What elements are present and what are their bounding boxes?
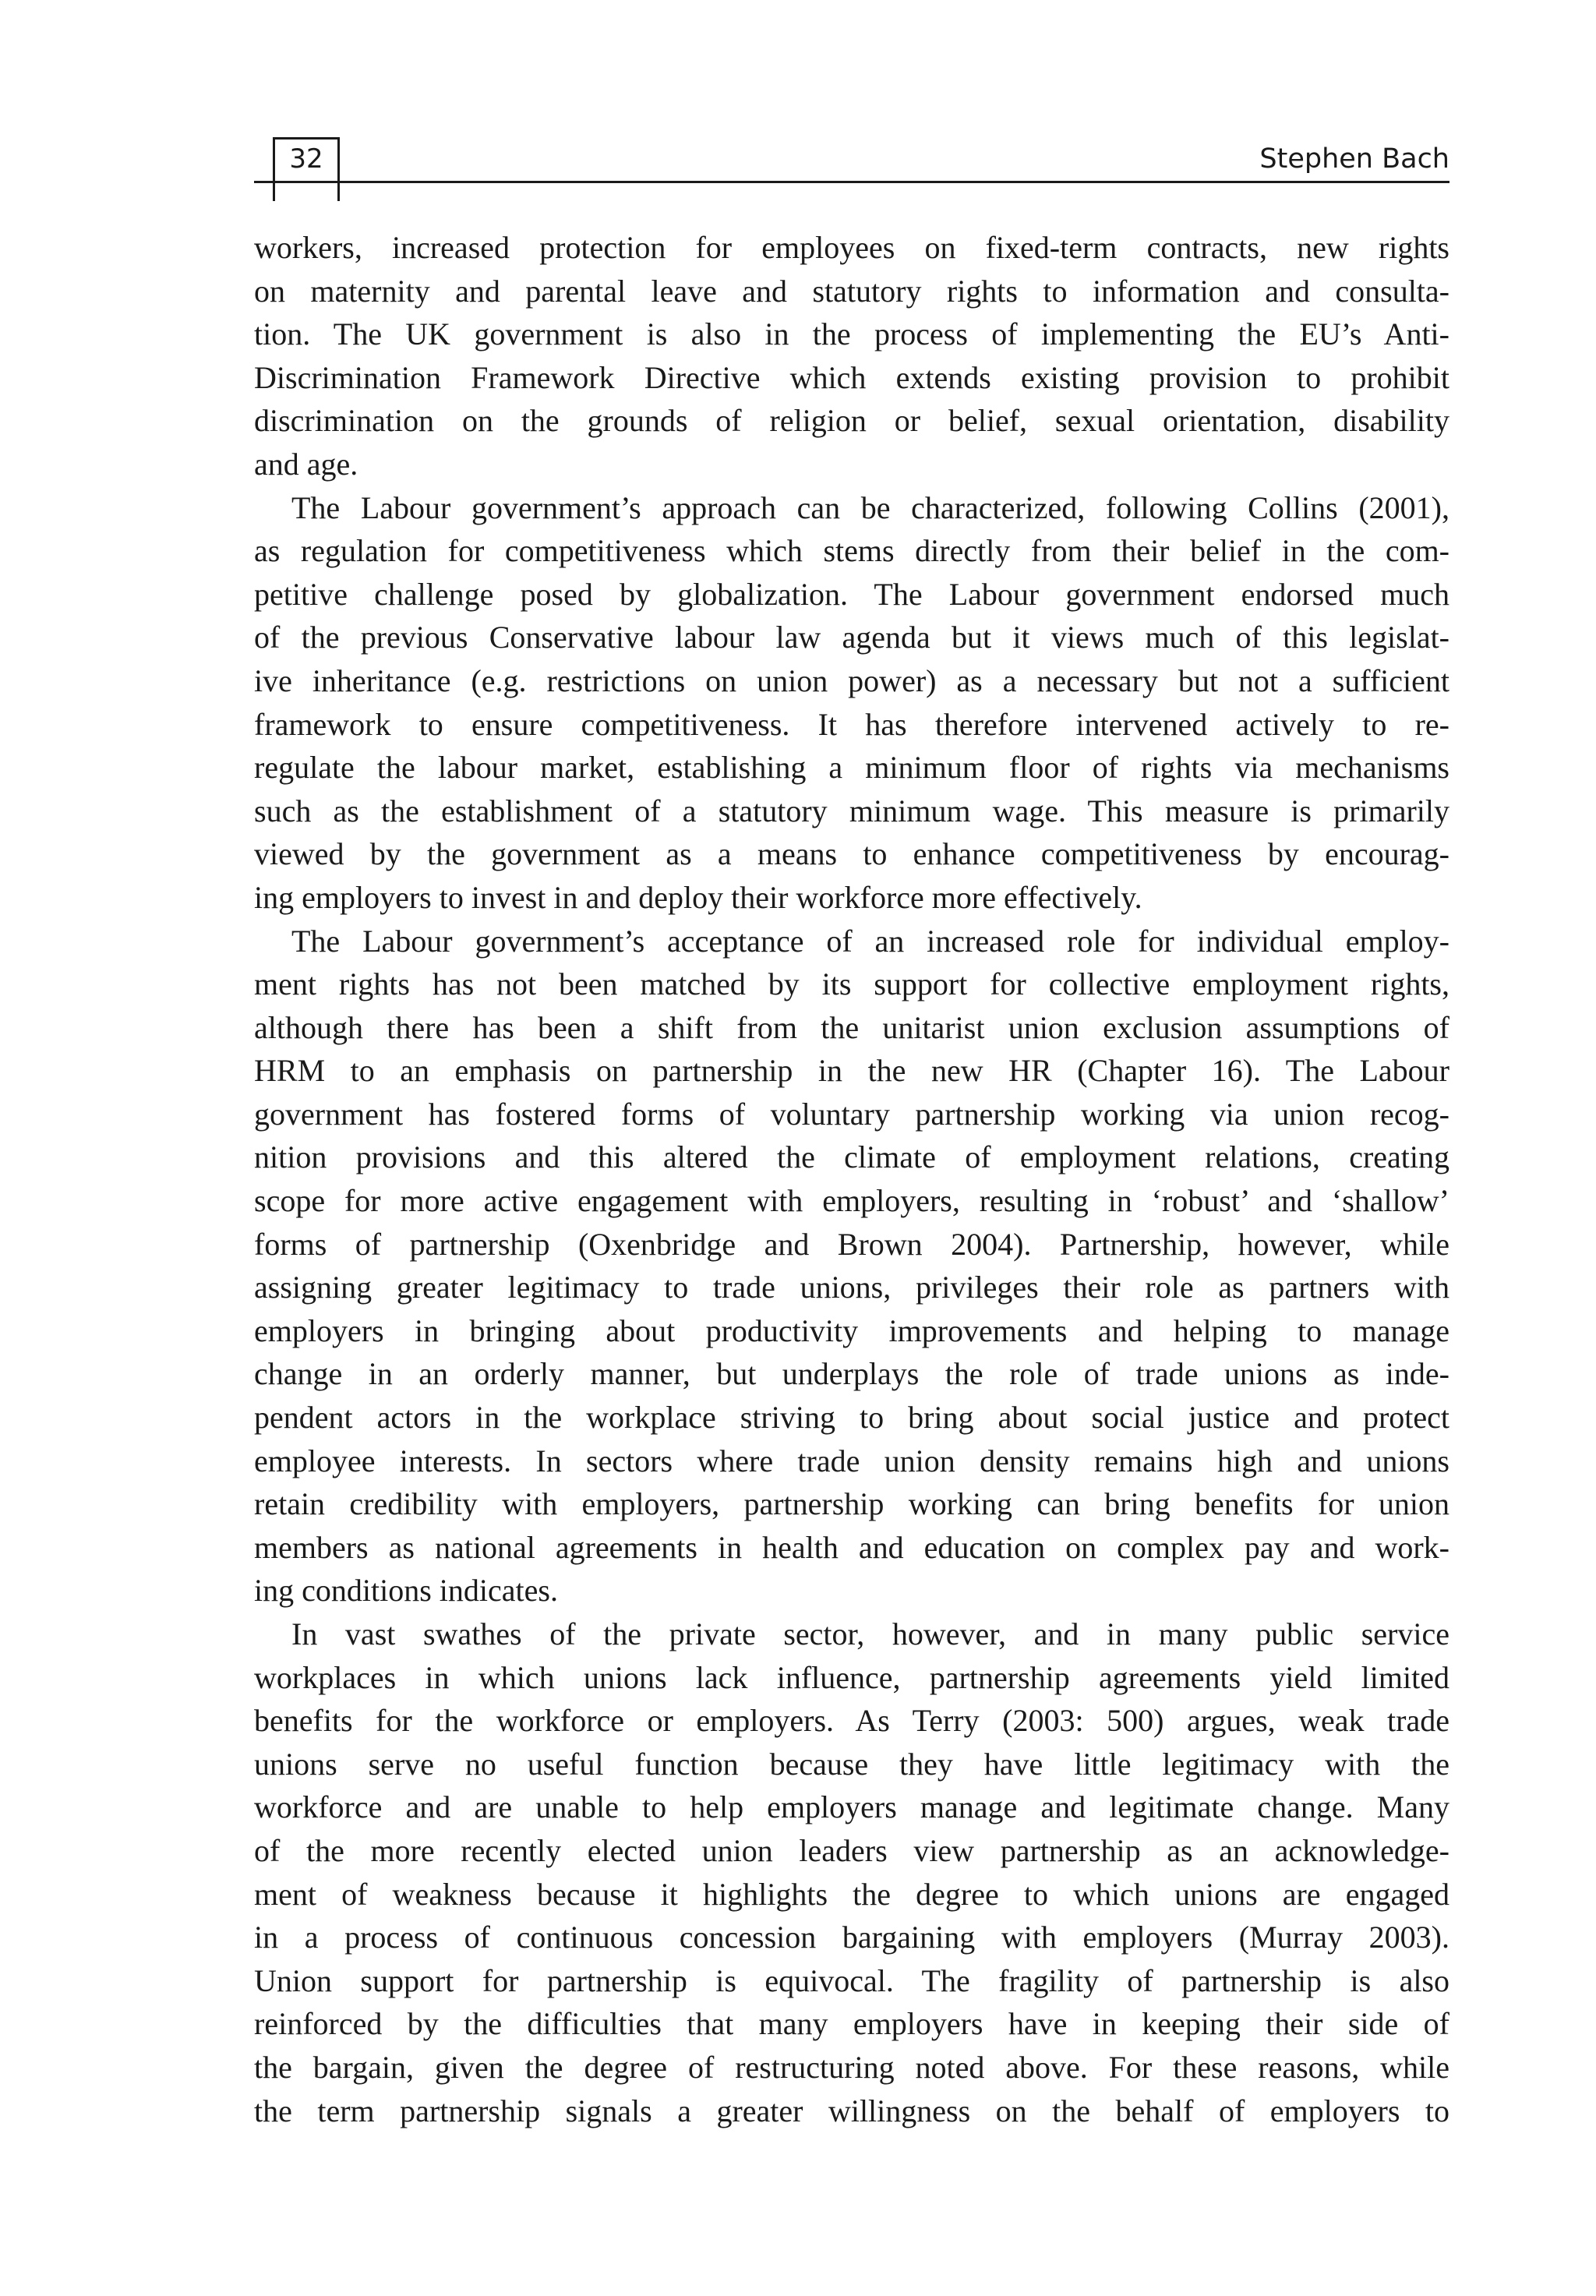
text-line: the bargain, given the degree of restructuring noted above. For these reasons, while [254,2049,1449,2085]
text-line: The Labour government’s approach can be characterized, following Collins (2001), [291,489,1449,525]
text-line: of the more recently elected union leaders view partnership as an acknowledge- [254,1832,1449,1868]
text-line: In vast swathes of the private sector, however, and in many public service [291,1616,1449,1651]
text-line: of the previous Conservative labour law agenda but it views much of this legislat- [254,620,1449,655]
text-line: change in an orderly manner, but underplays the role of trade unions as inde- [254,1356,1449,1392]
page-number-box-tick-right [337,181,340,201]
text-line: unions serve no useful function because they have little legitimacy with the [254,1746,1449,1782]
text-line: pendent actors in the workplace striving to bring about social justice and protect [254,1400,1449,1436]
text-line: the term partnership signals a greater willingness on the behalf of employers to [254,2093,1449,2128]
text-line: scope for more active engagement with employers, resulting in ‘robust’ and ‘shallow’ [254,1183,1449,1219]
text-line: workers, increased protection for employees on fixed-term contracts, new rights [254,230,1449,265]
header-rule [254,181,1449,183]
text-line: nition provisions and this altered the climate of employment relations, creating [254,1139,1449,1175]
text-line: Discrimination Framework Directive which extends existing provision to prohibit [254,359,1449,395]
text-line: The Labour government’s acceptance of an increased role for individual employ- [291,923,1449,959]
text-line: on maternity and parental leave and statutory rights to information and consulta- [254,273,1449,309]
body-text [254,226,1449,2132]
text-line: workplaces in which unions lack influence, partnership agreements yield limited [254,1659,1449,1695]
page-number: 32 [289,143,323,175]
text-line: as regulation for competitiveness which stems directly from their belief in the com- [254,533,1449,569]
text-line: petitive challenge posed by globalization. The Labour government endorsed much [254,576,1449,612]
text-line: ment of weakness because it highlights the degree to which unions are engaged [254,1876,1449,1912]
text-line: ing employers to invest in and deploy their workforce more effectively. [254,879,1142,915]
page-number-box-tick-left [273,181,275,201]
text-line: and age. [254,446,358,482]
text-line: viewed by the government as a means to enhance competitiveness by encourag- [254,836,1449,872]
text-line: government has fostered forms of voluntary partnership working via union recog- [254,1096,1449,1132]
text-line: ive inheritance (e.g. restrictions on union power) as a necessary but not a sufficient [254,662,1449,698]
text-line: in a process of continuous concession bargaining with employers (Murray 2003). [254,1920,1449,1955]
text-line: ing conditions indicates. [254,1573,558,1609]
text-line: reinforced by the difficulties that many employers have in keeping their side of [254,2006,1449,2042]
text-line: employers in bringing about productivity improvements and helping to manage [254,1312,1449,1348]
text-line: regulate the labour market, establishing a minimum floor of rights via mechanisms [254,750,1449,786]
text-line: assigning greater legitimacy to trade unions, privileges their role as partners with [254,1270,1449,1305]
text-line: such as the establishment of a statutory minimum wage. This measure is primarily [254,793,1449,828]
text-line: members as national agreements in health and education on complex pay and work- [254,1529,1449,1565]
text-line: HRM to an emphasis on partnership in the new HR (Chapter 16). The Labour [254,1053,1449,1089]
text-line: although there has been a shift from the unitarist union exclusion assumptions of [254,1009,1449,1045]
text-line: ment rights has not been matched by its support for collective employment rights, [254,966,1449,1002]
text-line: employee interests. In sectors where trade union density remains high and unions [254,1443,1449,1478]
text-line: forms of partnership (Oxenbridge and Brown 2004). Partnership, however, while [254,1226,1449,1262]
running-head-author: Stephen Bach [1259,143,1449,175]
text-line: discrimination on the grounds of religion or belief, sexual orientation, disability [254,403,1449,439]
text-line: framework to ensure competitiveness. It has therefore intervened actively to re- [254,706,1449,742]
text-line: Union support for partnership is equivocal. The fragility of partnership is also [254,1962,1449,1998]
text-line: retain credibility with employers, partnership working can bring benefits for union [254,1486,1449,1522]
text-line: workforce and are unable to help employers manage and legitimate change. Many [254,1789,1449,1825]
text-line: benefits for the workforce or employers. As Terry (2003: 500) argues, weak trade [254,1703,1449,1739]
text-line: tion. The UK government is also in the process of implementing the EU’s Anti- [254,316,1449,352]
